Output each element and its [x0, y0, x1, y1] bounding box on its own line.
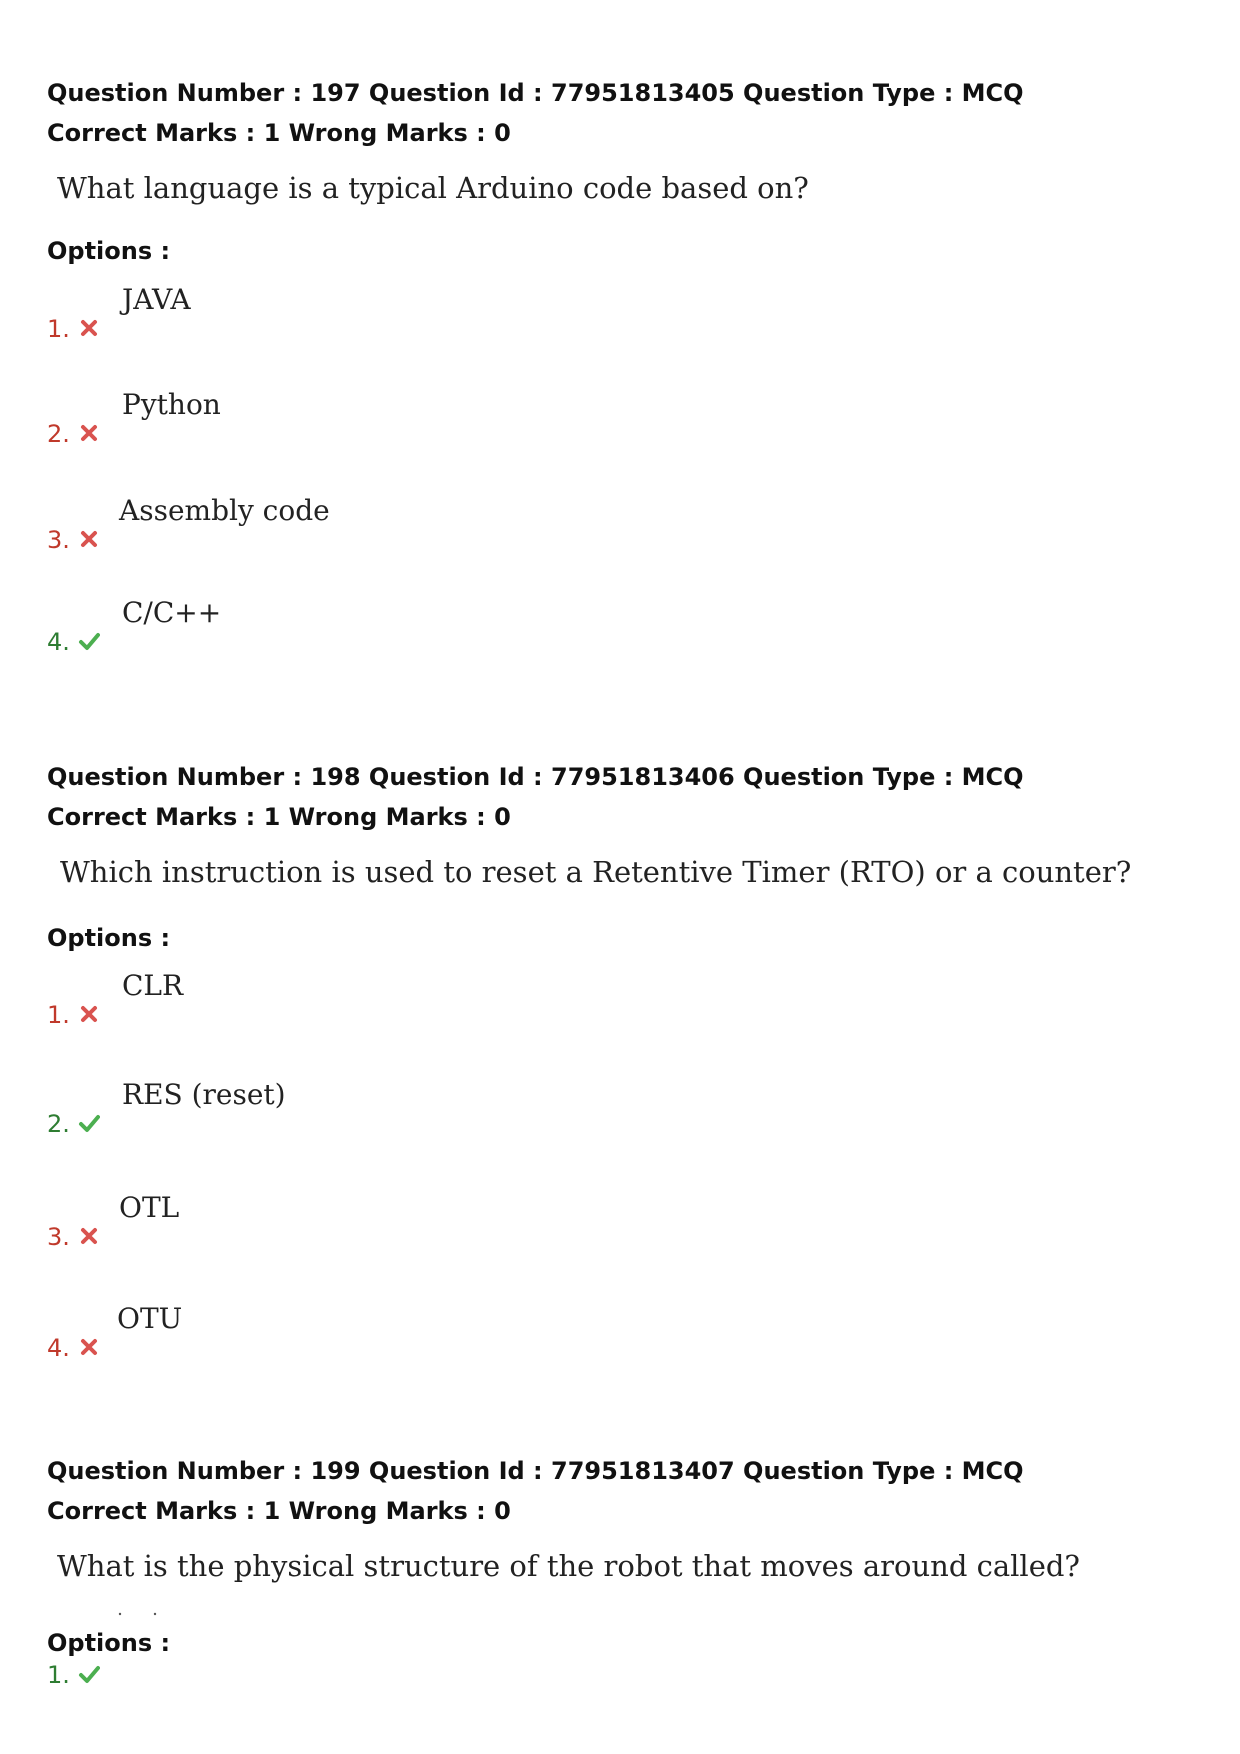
- cross-icon: [78, 1225, 100, 1247]
- cross-icon: [78, 1336, 100, 1358]
- question-header: Question Number : 198 Question Id : 77951813406 Question Type : MCQ: [47, 763, 1024, 791]
- question-block: [47, 1451, 1197, 1689]
- cross-icon: [78, 1003, 100, 1025]
- option-number: 2.: [47, 1110, 70, 1138]
- option-number: 1.: [47, 1001, 70, 1029]
- option-text: C/C++: [122, 596, 222, 629]
- question-marks: Correct Marks : 1 Wrong Marks : 0: [47, 803, 511, 831]
- check-icon: [78, 1112, 100, 1134]
- option-text: JAVA: [122, 283, 191, 316]
- cross-icon: [78, 528, 100, 550]
- option-item: [47, 596, 747, 656]
- option-text: RES (reset): [122, 1078, 286, 1111]
- option-text: CLR: [122, 969, 184, 1002]
- options-label: Options :: [47, 1629, 171, 1657]
- question-marks: Correct Marks : 1 Wrong Marks : 0: [47, 119, 511, 147]
- options-label: Options :: [47, 924, 171, 952]
- option-number: 3.: [47, 1223, 70, 1251]
- question-marks: Correct Marks : 1 Wrong Marks : 0: [47, 1497, 511, 1525]
- option-item: [47, 494, 747, 554]
- question-header: Question Number : 199 Question Id : 77951813407 Question Type : MCQ: [47, 1457, 1024, 1485]
- option-text: Assembly code: [119, 494, 330, 527]
- option-item: [47, 388, 747, 448]
- cross-icon: [78, 422, 100, 444]
- option-text: OTL: [119, 1191, 180, 1224]
- question-text: What language is a typical Arduino code based on?: [57, 171, 809, 205]
- option-item: [47, 969, 747, 1029]
- options-label: Options :: [47, 237, 171, 265]
- option-item: [47, 1629, 747, 1689]
- question-text: Which instruction is used to reset a Retentive Timer (RTO) or a counter?: [60, 855, 1132, 889]
- question-text: What is the physical structure of the robot that moves around called?: [57, 1549, 1080, 1583]
- option-number: 3.: [47, 526, 70, 554]
- option-item: [47, 1302, 747, 1362]
- option-number: 2.: [47, 420, 70, 448]
- option-number: 1.: [47, 1661, 70, 1689]
- check-icon: [78, 1663, 100, 1685]
- question-block: [47, 73, 1197, 656]
- option-item: [47, 283, 747, 343]
- scan-artifact: [115, 1611, 165, 1617]
- cross-icon: [78, 317, 100, 339]
- option-item: [47, 1191, 747, 1251]
- option-text: Python: [122, 388, 221, 421]
- option-item: [47, 1078, 747, 1138]
- question-block: [47, 757, 1197, 1362]
- question-header: Question Number : 197 Question Id : 77951813405 Question Type : MCQ: [47, 79, 1024, 107]
- check-icon: [78, 630, 100, 652]
- option-text: OTU: [117, 1302, 183, 1335]
- option-number: 4.: [47, 628, 70, 656]
- option-number: 4.: [47, 1334, 70, 1362]
- option-number: 1.: [47, 315, 70, 343]
